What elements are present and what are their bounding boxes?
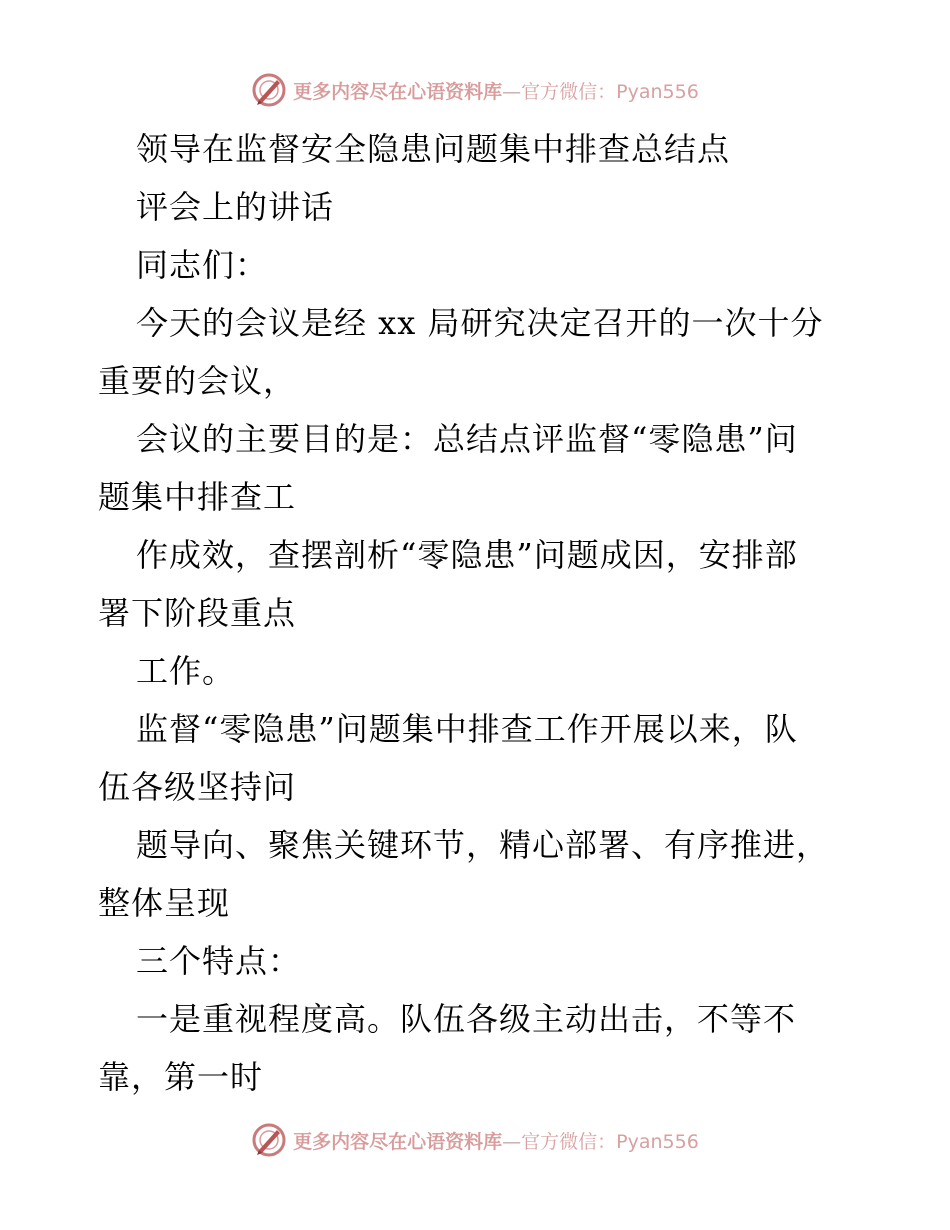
text-line: 今天的会议是经 xx 局研究决定召开的一次十分 [136,304,824,342]
text-line: 会议的主要目的是：总结点评监督“零隐患”问 [136,420,798,458]
pen-logo-icon [251,1122,287,1158]
text-line: 伍各级坚持问 [98,768,297,806]
watermark-footer [0,1118,950,1162]
watermark-header [0,68,950,112]
text-line: 领导在监督安全隐患问题集中排查总结点 [136,130,731,168]
watermark-brand: 更多内容尽在心语资料库 [293,80,503,103]
document-body [98,120,858,1106]
watermark-contact: 官方微信：Pyan556 [521,80,699,103]
text-line: 一是重视程度高。队伍各级主动出击，不等不 [136,1000,797,1038]
watermark-separator: — [502,1130,522,1153]
text-line: 三个特点： [136,942,302,980]
text-line: 整体呈现 [98,884,231,922]
watermark-brand: 更多内容尽在心语资料库 [293,1130,503,1153]
watermark-separator: — [502,80,522,103]
text-line: 题集中排查工 [98,478,297,516]
text-line: 评会上的讲话 [136,188,335,226]
pen-logo-icon [251,72,287,108]
text-line: 作成效，查摆剖析“零隐患”问题成因，安排部 [136,536,798,574]
text-line: 同志们： [136,246,269,284]
text-line: 署下阶段重点 [98,594,297,632]
text-line: 监督“零隐患”问题集中排查工作开展以来，队 [136,710,798,748]
watermark-contact: 官方微信：Pyan556 [521,1130,699,1153]
text-line: 题导向、聚焦关键环节，精心部署、有序推进， [136,826,830,864]
text-line: 工作。 [136,652,236,690]
text-line: 靠，第一时 [98,1058,264,1096]
text-line: 重要的会议， [98,362,297,400]
